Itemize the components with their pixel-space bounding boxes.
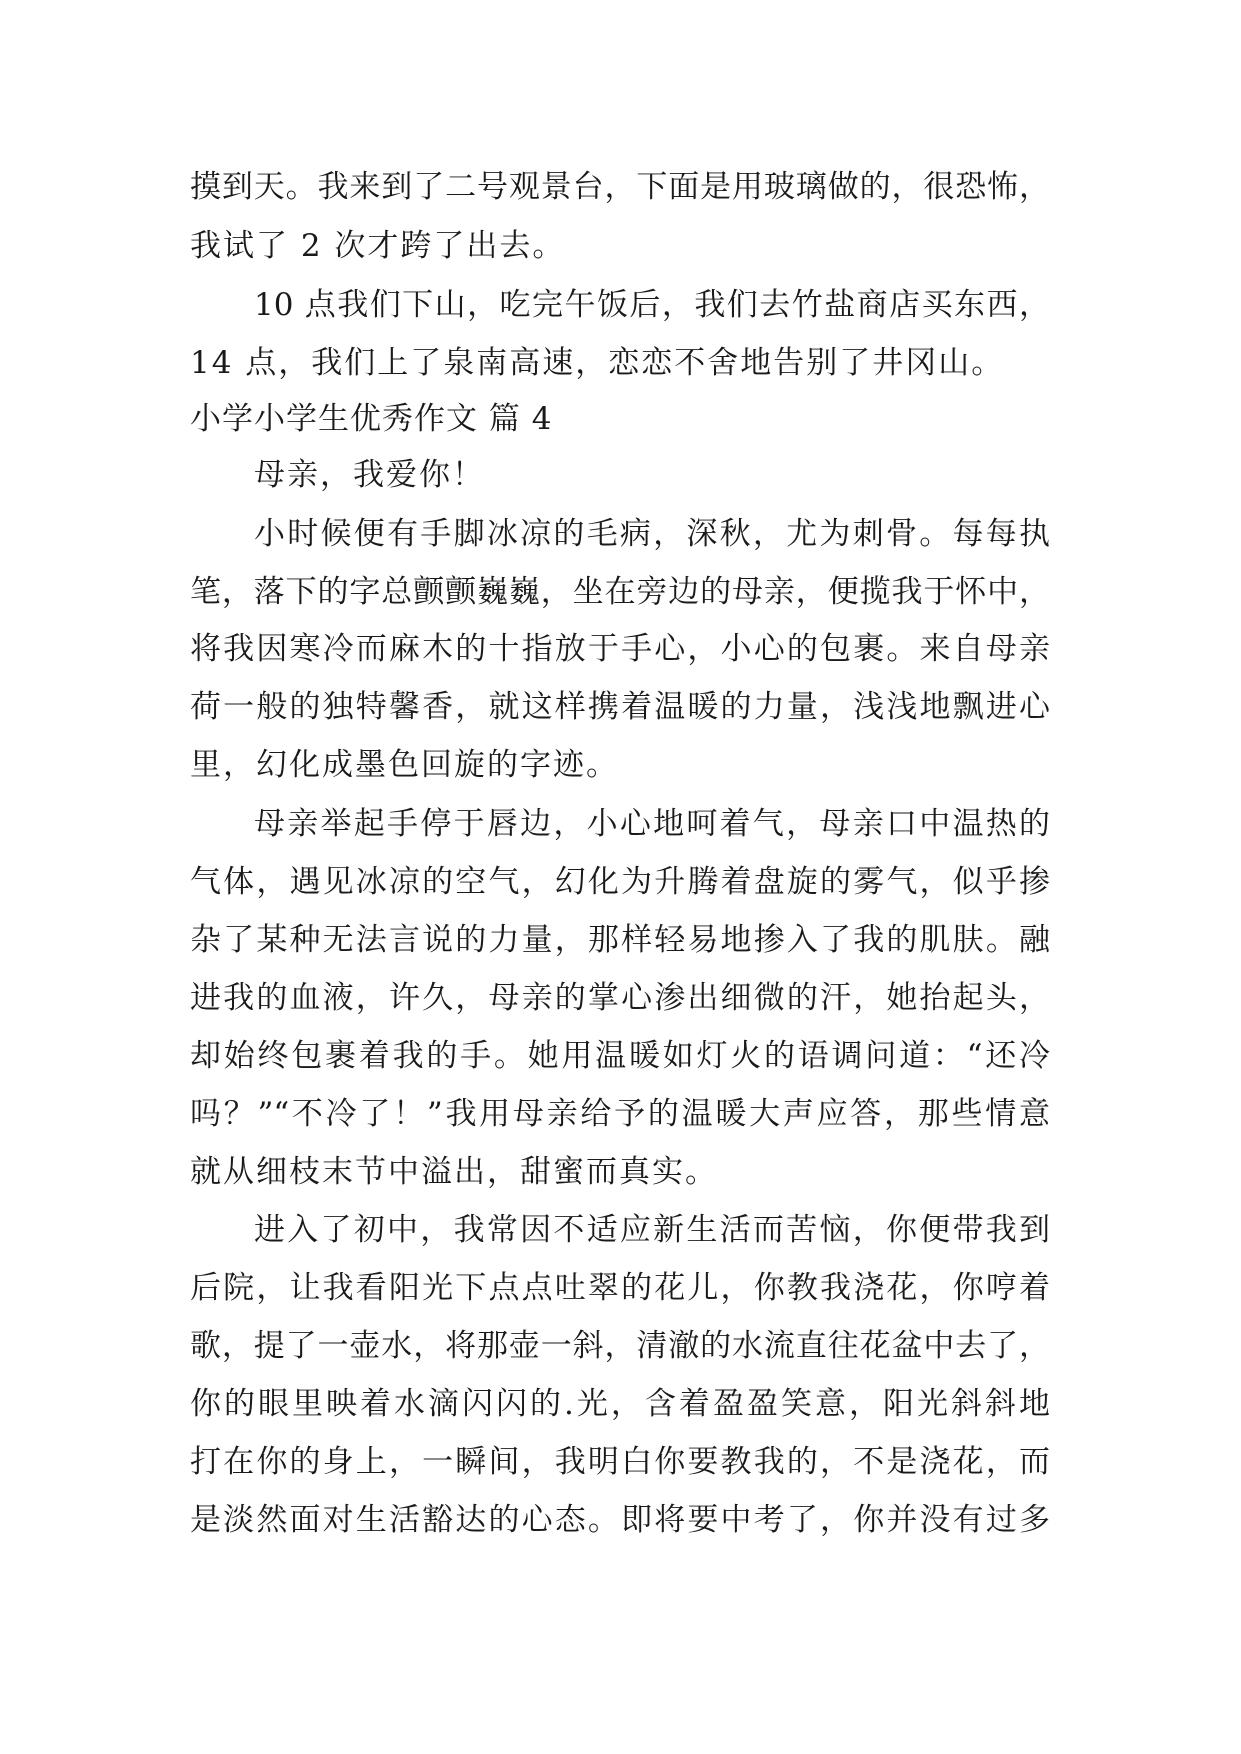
text-line: 气体，遇见冰凉的空气，幻化为升腾着盘旋的雾气，似乎掺 — [190, 864, 1050, 900]
text-line: 笔，落下的字总颤颤巍巍，坐在旁边的母亲，便揽我于怀中， — [190, 574, 1050, 610]
text-line: 14 点，我们上了泉南高速，恋恋不舍地告别了井冈山。 — [190, 345, 1005, 381]
text-line: 摸到天。我来到了二号观景台，下面是用玻璃做的，很恐怖， — [190, 169, 1050, 205]
text-line: 吗？”“不冷了！”我用母亲给予的温暖大声应答，那些情意 — [190, 1096, 1050, 1132]
text-line: 是淡然面对生活豁达的心态。即将要中考了，你并没有过多 — [190, 1502, 1050, 1538]
text-line: 10 点我们下山，吃完午饭后，我们去竹盐商店买东西， — [254, 287, 1050, 323]
text-line: 进入了初中，我常因不适应新生活而苦恼，你便带我到 — [254, 1212, 1050, 1248]
text-line: 将我因寒冷而麻木的十指放于手心，小心的包裹。来自母亲 — [190, 631, 1050, 667]
essay-title: 母亲，我爱你！ — [254, 457, 485, 493]
text-line: 母亲举起手停于唇边，小心地呵着气，母亲口中温热的 — [254, 806, 1050, 842]
text-line: 里，幻化成墨色回旋的字迹。 — [190, 747, 619, 783]
text-line: 后院，让我看阳光下点点吐翠的花儿，你教我浇花，你哼着 — [190, 1270, 1050, 1306]
text-line: 我试了 2 次才跨了出去。 — [190, 228, 566, 264]
text-line: 打在你的身上，一瞬间，我明白你要教我的，不是浇花，而 — [190, 1444, 1050, 1480]
text-line: 进我的血液，许久，母亲的掌心渗出细微的汗，她抬起头， — [190, 980, 1050, 1016]
text-line: 小时候便有手脚冰凉的毛病，深秋，尤为刺骨。每每执 — [254, 516, 1050, 552]
text-line: 你的眼里映着水滴闪闪的.光，含着盈盈笑意，阳光斜斜地 — [190, 1386, 1050, 1422]
text-line: 杂了某种无法言说的力量，那样轻易地掺入了我的肌肤。融 — [190, 922, 1050, 958]
text-line: 就从细枝末节中溢出，甜蜜而真实。 — [190, 1154, 718, 1190]
text-line: 荷一般的独特馨香，就这样携着温暖的力量，浅浅地飘进心 — [190, 689, 1050, 725]
text-line: 歌，提了一壶水，将那壶一斜，清澈的水流直往花盆中去了， — [190, 1328, 1050, 1364]
section-heading: 小学小学生优秀作文 篇 4 — [190, 401, 553, 437]
text-line: 却始终包裹着我的手。她用温暖如灯火的语调问道：“还冷 — [190, 1038, 1050, 1074]
